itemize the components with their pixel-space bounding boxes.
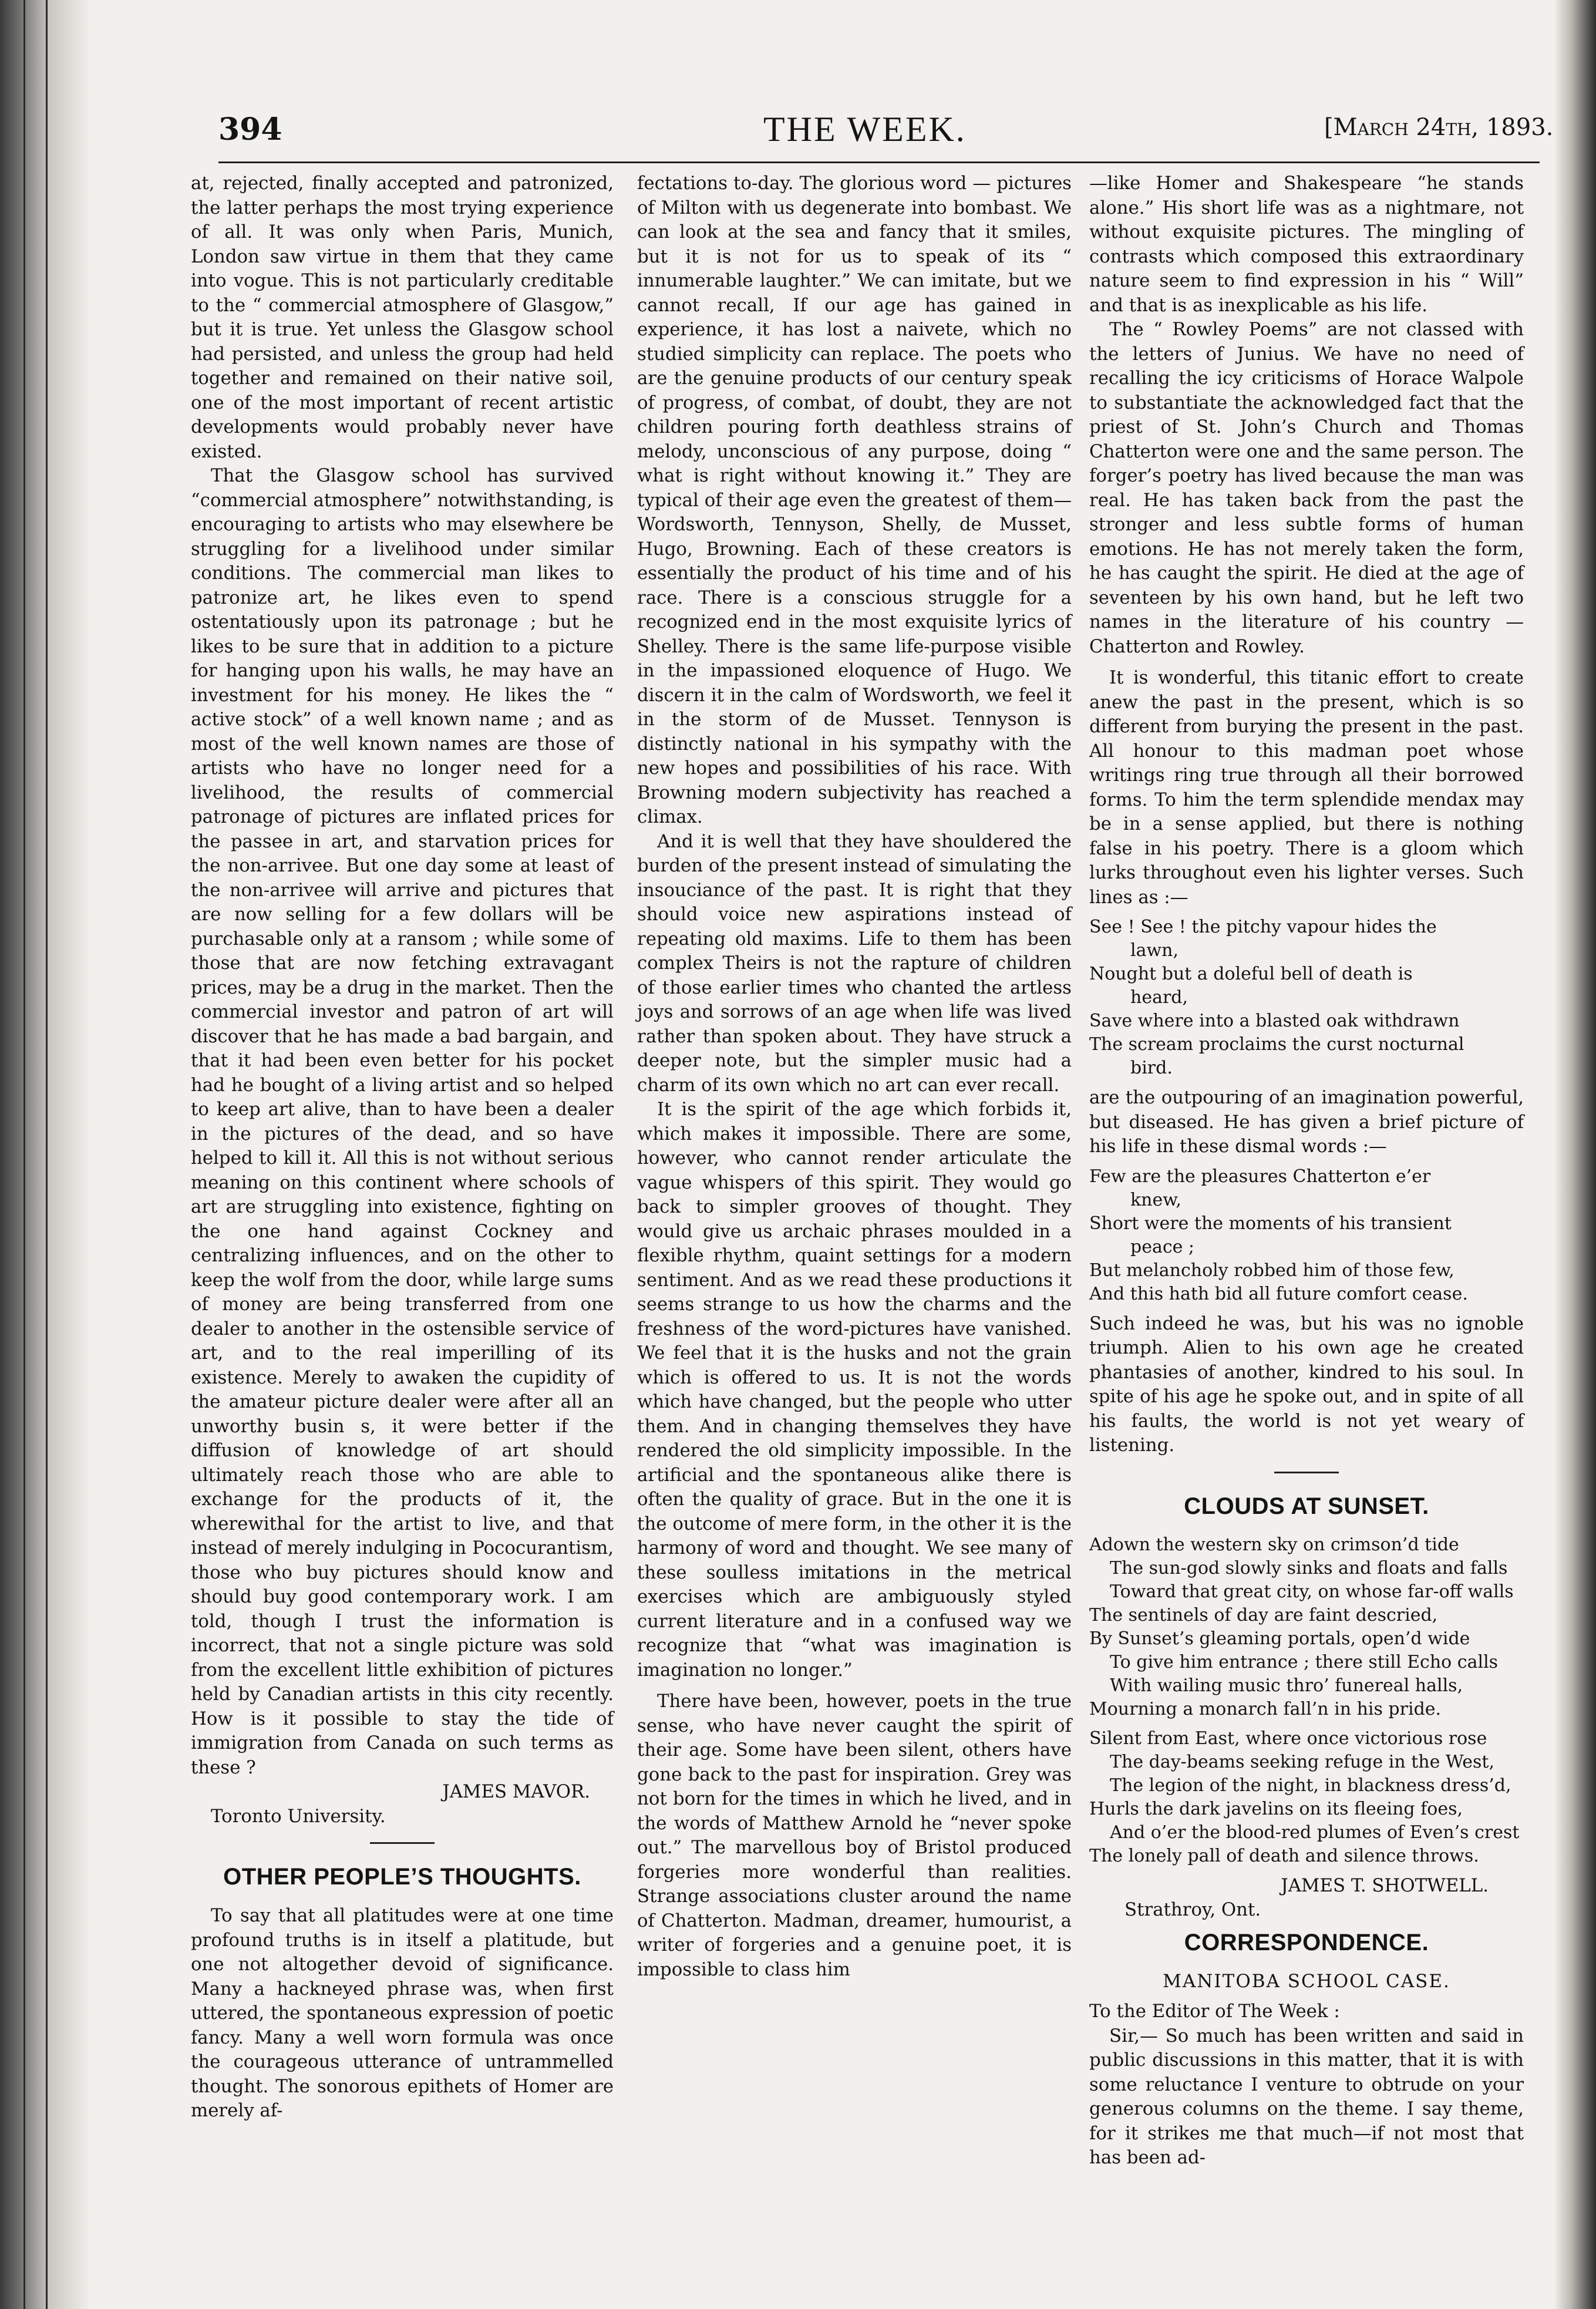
masthead-title: THE WEEK. — [763, 110, 967, 149]
letter-body: Sir,— So much has been written and said in public discussions in this matter, that it is with some reluctance I venture to obtrude on your generous columns on the theme. I say theme, for it strikes me that much—if not most that has been ad- — [1089, 2025, 1524, 2168]
verse-line: The sentinels of day are faint descried, — [1089, 1604, 1438, 1625]
verse-line: Adown the western sky on crimson’d tide — [1089, 1534, 1459, 1555]
quoted-verse — [1089, 1165, 1524, 1306]
verse-line: Few are the pleasures Chatterton e’er — [1089, 1166, 1431, 1187]
article-paragraph: There have been, however, poets in the true sense, who have never caught the spirit of their age. Some have been silent, others have gone back to the past for inspiration. Grey was not born for the times in which he lived, and in the words of Matthew Arnold he “never spoke out.” The marvellous boy of Bristol produced forgeries more wonderful than realities. Strange associations cluster around the name of Chatterton. Madman, dreamer, humourist, a writer of forgeries and a genuine poet, it is impossible to class him — [637, 1691, 1072, 1980]
verse-line: peace ; — [1130, 1236, 1195, 1257]
verse-line: Short were the moments of his transient — [1089, 1213, 1452, 1234]
poem-stanza — [1089, 1533, 1524, 1721]
article-paragraph: To say that all platitudes were at one time profound truths is in itself a platitude, but one not altogether devoid of significance. Many a hackneyed phrase was, when first uttered, the spontaneous expression of poetic fancy. Many a well worn formula was once the courageous utterance of untrammelled thought. The sonorous epithets of Homer are merely af- — [191, 1905, 614, 2121]
letter-salutation: To the Editor of The Week : — [1089, 2001, 1340, 2022]
verse-line: Hurls the dark javelins on its fleeing foes, — [1089, 1798, 1463, 1819]
binding-edge-line — [46, 0, 48, 2309]
poem-author: JAMES T. SHOTWELL. — [1281, 1874, 1489, 1896]
verse-line: Save where into a blasted oak withdrawn — [1089, 1011, 1460, 1031]
verse-line: By Sunset’s gleaming portals, open’d wide — [1089, 1628, 1470, 1649]
verse-line: knew, — [1130, 1189, 1181, 1210]
verse-line: bird. — [1130, 1058, 1173, 1078]
verse-line: Mourning a monarch fall’n in his pride. — [1089, 1698, 1442, 1719]
author-signature: JAMES MAVOR. — [442, 1781, 590, 1802]
verse-line: Silent from East, where once victorious rose — [1089, 1728, 1487, 1749]
poem-stanza — [1089, 1727, 1524, 1868]
column-1 — [191, 171, 614, 2123]
verse-line: Toward that great city, on whose far-off walls — [1110, 1581, 1514, 1602]
section-divider — [1089, 1463, 1524, 1480]
section-heading: CORRESPONDENCE. — [1184, 1929, 1429, 1955]
verse-line: See ! See ! the pitchy vapour hides the — [1089, 917, 1437, 937]
section-heading: OTHER PEOPLE’S THOUGHTS. — [223, 1864, 581, 1890]
article-paragraph: Such indeed he was, but his was no ignoble triumph. Alien to his own age he created phantasies of another, kindred to his soul. In spite of his age he spoke out, and in spite of all his faults, the world is not yet weary of listening. — [1089, 1312, 1524, 1456]
verse-line: But melancholy robbed him of those few, — [1089, 1260, 1454, 1281]
page-header — [0, 106, 1596, 159]
verse-line: lawn, — [1130, 940, 1179, 961]
article-paragraph: It is wonderful, this titanic effort to create anew the past in the present, which is so different from burying the present in the past. All honour to this madman poet whose writings ring true through all their borrowed forms. To him the term splendide mendax may be in a sense applied, but there is nothing false in his poetry. There is a gloom which lurks throughout even his lighter verses. Such lines as :— — [1089, 667, 1524, 908]
verse-line: With wailing music thro’ funereal halls, — [1110, 1675, 1463, 1696]
article-paragraph: fectations to-day. The glorious word — pictures of Milton with us degenerate into bombast. We can look at the sea and fancy that it smiles, but it is not for us to speak of its “ innumerable laughter.” We can imitate, but we cannot recall, If our age has gained in experience, it has lost a naivete, which no studied simplicity can replace. The poets who are the genuine products of our century speak of progress, of combat, of doubt, they are not children pouring forth deathless strains of melody, unconscious of any purpose, doing “ what is right without knowing it.” They are typical of their age even the greatest of them—Wordsworth, Tennyson, Shelly, de Musset, Hugo, Browning. Each of these creators is essentially the product of his time and of his race. There is a conscious struggle for a recognized end in the most exquisite lyrics of Shelley. There is the same life-purpose visible in the impassioned eloquence of Hugo. We discern it in the calm of Wordsworth, we feel it in the storm of de Musset. Tennyson is distinctly national in his sympathy with the new hopes and possibilities of his race. With Browning modern subjectivity has reached a climax. — [637, 173, 1072, 827]
page-edge-shadow — [1555, 0, 1596, 2309]
verse-line: The sun-god slowly sinks and floats and falls — [1110, 1557, 1508, 1578]
issue-date: [March 24th, 1893. — [1324, 114, 1554, 141]
verse-line: The legion of the night, in blackness dress’d, — [1110, 1775, 1511, 1796]
quoted-verse — [1089, 915, 1524, 1080]
verse-line: To give him entrance ; there still Echo calls — [1110, 1651, 1499, 1672]
poem-place: Strathroy, Ont. — [1124, 1899, 1261, 1920]
verse-line: heard, — [1130, 987, 1188, 1008]
article-paragraph: at, rejected, finally accepted and patronized, the latter perhaps the most trying experience of all. It was only when Paris, Munich, London saw virtue in them that they came into vogue. This is not particularly creditable to the “ commercial atmosphere of Glasgow,” but it is true. Yet unless the Glasgow school had persisted, and unless the group had held together and remained on their native soil, one of the most important of recent artistic developments would probably never have existed. — [191, 173, 614, 462]
verse-line: And this hath bid all future comfort cease. — [1089, 1283, 1468, 1304]
article-paragraph: are the outpouring of an imagination powerful, but diseased. He has given a brief picture of his life in these dismal words :— — [1089, 1087, 1524, 1157]
page-number: 394 — [218, 112, 282, 147]
article-paragraph: That the Glasgow school has survived “commercial atmosphere” notwithstanding, is encouraging to artists who may elsewhere be struggling for a livelihood under similar conditions. The commercial man likes to patronize art, he likes even to spend ostentatiously upon its patronage ; but he likes to be sure that in addition to a picture for hanging upon his walls, he may have an investment for his money. He likes the “ active stock” of a well known name ; and as most of the well known names are those of artists who have no longer need for a livelihood, the results of commercial patronage of pictures are inflated prices for the passee in art, and starvation prices for the non-arrivee. But one day some at least of the non-arrivee will arrive and pictures that are now selling for a few dollars will be purchasable only at a ransom ; while some of those that are now fetching extravagant prices, may be a drug in the market. Then the commercial investor and patron of art will discover that he has made a bad bargain, and that it had been even better for his pocket had he bought of a living artist and so helped to keep art alive, than to have been a dealer in the pictures of the dead, and so have helped to kill it. All this is not without serious meaning on this continent where schools of art are struggling into existence, fighting on the one hand against Cockney and centralizing influences, and on the other to keep the wolf from the door, while large sums of money are being transferred from one dealer to another in the ostensible service of art, and to the real imperilling of its existence. Merely to awaken the cupidity of the amateur picture dealer were after all an unworthy busin s, it were better if the diffusion of knowledge of art should ultimately reach those who are able to exchange for the products of it, the wherewithal for the artist to live, and that instead of merely indulging in Pococurantism, those who buy pictures should know and should buy good contemporary work. I am told, though I trust the information is incorrect, that not a single picture was sold from the excellent little exhibition of pictures held by Canadian artists in this city recently. How is it possible to stay the tide of immigration from Canada on such terms as these ? — [191, 465, 614, 1778]
poem-title: CLOUDS AT SUNSET. — [1184, 1493, 1429, 1519]
verse-line: The lonely pall of death and silence throws. — [1089, 1845, 1479, 1866]
section-divider — [191, 1833, 614, 1851]
article-paragraph: It is the spirit of the age which forbids it, which makes it impossible. There are some, however, who cannot render articulate the vague whispers of this spirit. They would go back to simpler grooves of thought. They would give us archaic phrases moulded in a flexible rhythm, quaint settings for a modern sentiment. And as we read these productions it seems strange to us how the charms and the freshness of the word-pictures have vanished. We feel that it is the husks and not the grain which is offered to us. It is not the words which have changed, but the people who utter them. And in changing themselves they have rendered the old simplicity impossible. In the artificial and the spontaneous alike there is often the quality of grace. But in the one it is the outcome of mere form, in the other it is the harmony of word and thought. We see many of these soulless imitations in the metrical exercises which are ambiguously styled current literature and in a confused way we recognize that “what was imagination is imagination no longer.” — [637, 1099, 1072, 1681]
article-paragraph: The “ Rowley Poems” are not classed with the letters of Junius. We have no need of recalling the icy criticisms of Horace Walpole to substantiate the acknowledged fact that the priest of St. John’s Church and Thomas Chatterton were one and the same person. The forger’s poetry has lived because the man was real. He has taken back from the past the stronger and less subtle forms of human emotions. He has not merely taken the form, he has caught the spirit. He died at the age of seventeen by his own hand, but he left two names in the literature of his country —Chatterton and Rowley. — [1089, 319, 1524, 657]
article-paragraph: And it is well that they have shouldered the burden of the present instead of simulating the insouciance of the past. It is right that they should voice new aspirations instead of repeating old maxims. Life to them has been complex Theirs is not the rapture of children of those earlier times who chanted the artless joys and sorrows of an age when life was lived rather than spoken about. They have struck a deeper note, but the simpler music had a charm of its own which no art can ever recall. — [637, 830, 1072, 1096]
verse-line: The scream proclaims the curst nocturnal — [1089, 1034, 1464, 1055]
binding-edge-line — [23, 0, 25, 2309]
author-affiliation: Toronto University. — [211, 1805, 386, 1827]
column-3 — [1089, 171, 1524, 2170]
column-2 — [637, 171, 1072, 1982]
article-paragraph: —like Homer and Shakespeare “he stands alone.” His short life was as a nightmare, not without exquisite pictures. The mingling of contrasts which composed this extraordinary nature seem to find expression in his “ Will” and that is as inexplicable as his life. — [1089, 173, 1524, 316]
verse-line: And o’er the blood-red plumes of Even’s crest — [1110, 1822, 1520, 1843]
book-binding-shadow — [0, 0, 88, 2309]
verse-line: The day-beams seeking refuge in the West, — [1110, 1751, 1495, 1772]
letter-subheading: MANITOBA SCHOOL CASE. — [1163, 1970, 1450, 1992]
verse-line: Nought but a doleful bell of death is — [1089, 964, 1413, 984]
header-rule — [218, 161, 1540, 163]
